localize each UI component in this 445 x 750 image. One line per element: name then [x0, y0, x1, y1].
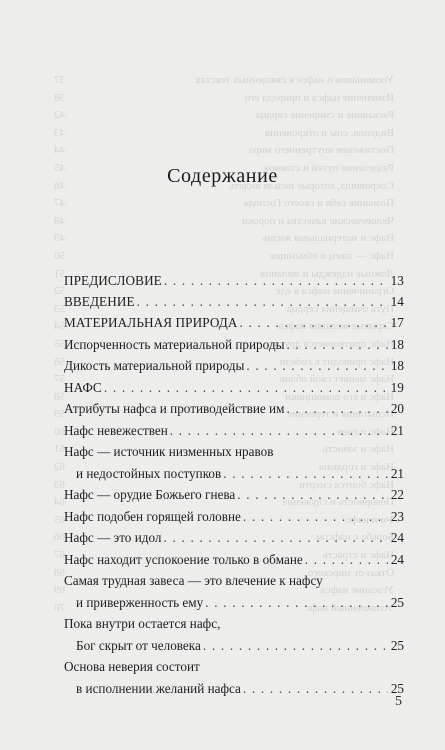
dot-leader [164, 273, 388, 289]
toc-entry [64, 616, 220, 632]
toc-entry [64, 337, 404, 353]
toc-entry [64, 659, 200, 675]
toc-entry-label: Нафс подобен горящей головне [64, 509, 241, 524]
toc-entry [64, 444, 273, 460]
toc-entry-label: Испорченность материальной природы [64, 337, 285, 352]
toc-entry-page: 18 [390, 358, 404, 373]
toc-entry-label: Нафс — источник низменных нравов [64, 444, 274, 459]
toc-entry-label: ПРЕДИСЛОВИЕ [64, 273, 162, 288]
toc-entry [64, 573, 323, 589]
page-number: 5 [395, 694, 402, 709]
toc-entry-label: Пока внутри остается нафс, [64, 616, 221, 631]
toc-entry [64, 401, 404, 417]
dot-leader [223, 466, 388, 482]
dot-leader [163, 530, 388, 546]
dot-leader [305, 552, 388, 568]
toc-entry-page: 25 [390, 681, 404, 696]
toc-entry-page: 22 [390, 487, 404, 502]
dot-leader [243, 681, 388, 697]
toc-entry-page: 23 [390, 509, 404, 524]
toc-entry-page: 14 [390, 294, 404, 309]
toc-entry-page: 21 [390, 423, 404, 438]
toc-entry-page: 25 [390, 595, 404, 610]
page-title: Содержание [167, 165, 278, 187]
toc-entry-label: Бог скрыт от человека [76, 638, 201, 653]
toc-entry [64, 273, 404, 289]
toc-entry-label: в исполнении желаний нафса [76, 681, 241, 696]
toc-entry-page: 24 [390, 552, 404, 567]
toc-entry-label: МАТЕРИАЛЬНАЯ ПРИРОДА [64, 315, 238, 330]
toc-entry-page: 21 [390, 466, 404, 481]
toc-entry-page: 20 [390, 401, 404, 416]
toc-entry-label: Дикость материальной природы [64, 358, 245, 373]
toc-entry [64, 423, 404, 439]
toc-entry [64, 552, 404, 568]
toc-entry-page: 18 [390, 337, 404, 352]
toc-entry-label: Атрибуты нафса и противодействие им [64, 401, 285, 416]
toc-entry-label: НАФС [64, 380, 102, 395]
toc-entry-label: и недостойных поступков [76, 466, 222, 481]
toc-entry [64, 509, 404, 525]
dot-leader [243, 509, 388, 525]
toc-entry [64, 487, 404, 503]
toc-entry-continuation [76, 681, 404, 697]
toc-entry-page: 13 [390, 273, 404, 288]
dot-leader [286, 401, 388, 417]
dot-leader [286, 337, 388, 353]
toc-entry-continuation [76, 638, 404, 654]
dot-leader [205, 595, 388, 611]
toc-entry-label: и приверженность ему [76, 595, 204, 610]
toc-entry-label: Нафс невежествен [64, 423, 168, 438]
toc-entry-label: Нафс — это идол [64, 530, 162, 545]
dot-leader [137, 294, 388, 310]
toc-entry-page: 19 [390, 380, 404, 395]
dot-leader [203, 638, 388, 654]
dot-leader [104, 380, 388, 396]
toc-entry-label: Самая трудная завеса — это влечение к нафсу [64, 573, 323, 588]
toc-entry-page: 24 [390, 530, 404, 545]
toc-entry-label: Нафс — орудие Божьего гнева [64, 487, 236, 502]
toc-entry [64, 530, 404, 546]
toc-entry-label: ВВЕДЕНИЕ [64, 294, 135, 309]
toc-entry-label: Основа неверия состоит [64, 659, 200, 674]
toc-entry-continuation [76, 595, 404, 611]
toc-entry [64, 380, 404, 396]
toc-entry [64, 358, 404, 374]
bleed-through-text: Упоминания о нафсе в священных текстах 37 Изменение нафса и природа его 38 Раскаяние и смирение сердца 42 Видения, сны и откровения 43 Постижение внутреннего мира 44 Разделение путей и стоянок 45 Сокровища, которые нельзя видеть 46 Познание себя и своего Господа 47 Человеческие качества и пороки 48 Нафс и материальная жизнь 49 Нафс — лжец и обманщик 50 Ложные надежды и желания 51 Ограничение нафса в еде 52 Путь очищения сердца 53 Скрытые желания нафса 54 Нафс притворяется другом 55 Нафс приводит к гибели 56 Нафс меняет свой облик 57 Нафс и его помощники 58 Испытания и терпение 59 Нафс и гнев 60 Нафс и зависть 61 Нафс и гордыня 62 Нафс боится смерти 63 Покорность и служение 64 Ум и нафс 65 Борьба с нафсом 66 Нафс и страсть 67 Отказ от мирского 68 Угасание нафса 69 Успокоенный нафс 70 [54, 74, 394, 614]
dot-leader [240, 315, 388, 331]
toc-entry-page: 25 [390, 638, 404, 653]
toc-entry [64, 315, 404, 331]
toc-entry [64, 294, 404, 310]
toc-entry-page: 17 [390, 315, 404, 330]
dot-leader [170, 423, 388, 439]
dot-leader [246, 358, 388, 374]
dot-leader [237, 487, 388, 503]
toc-entry-label: Нафс находит успокоение только в обмане [64, 552, 303, 567]
toc-entry-continuation [76, 466, 404, 482]
